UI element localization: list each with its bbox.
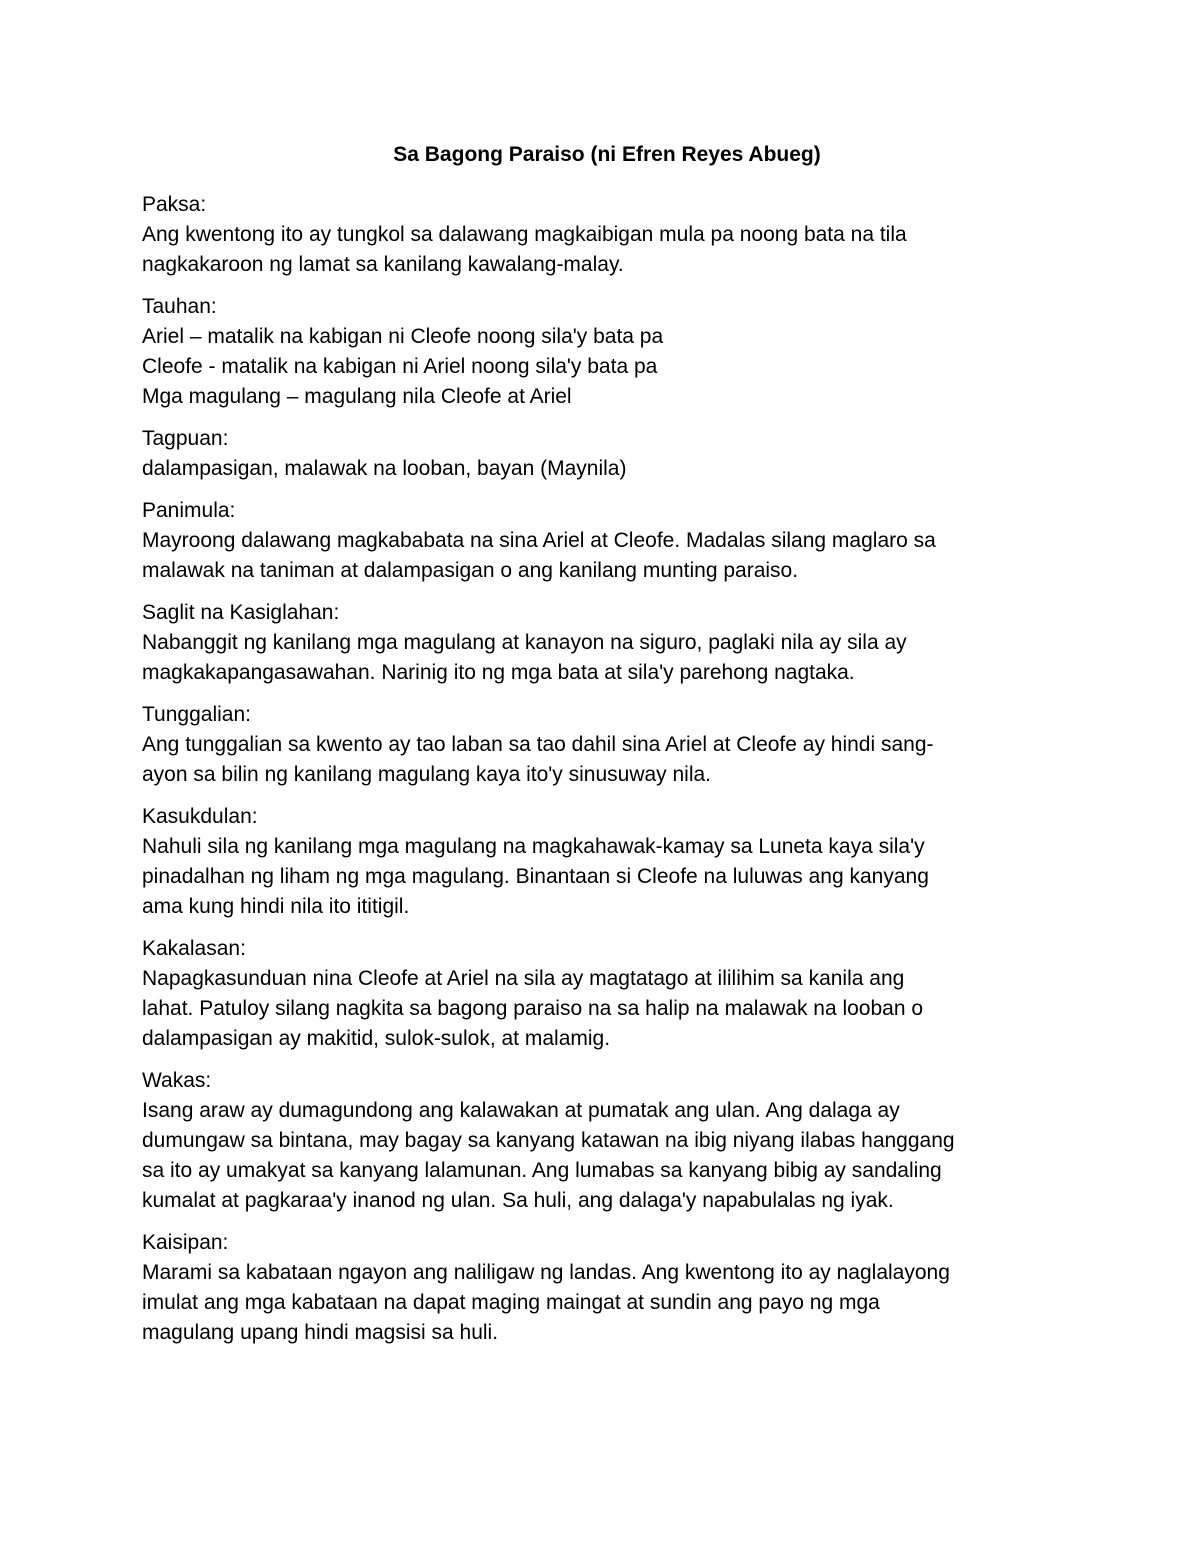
section-body bbox=[142, 628, 1072, 688]
body-line: dalampasigan ay makitid, sulok-sulok, at malamig. bbox=[142, 1027, 611, 1050]
body-line: sa ito ay umakyat sa kanyang lalamunan. Ang lumabas sa kanyang bibig ay sandaling bbox=[142, 1159, 942, 1182]
section-heading: Kasukdulan: bbox=[142, 805, 258, 828]
section-tagpuan bbox=[142, 424, 1072, 484]
section-kaisipan bbox=[142, 1228, 1072, 1348]
body-line: Mayroong dalawang magkababata na sina Ariel at Cleofe. Madalas silang maglaro sa bbox=[142, 529, 936, 552]
section-body bbox=[142, 526, 1072, 586]
body-line: imulat ang mga kabataan na dapat maging maingat at sundin ang payo ng mga bbox=[142, 1291, 880, 1314]
section-heading: Wakas: bbox=[142, 1069, 212, 1092]
section-saglit-na-kasiglahan bbox=[142, 598, 1072, 688]
body-line: magulang upang hindi magsisi sa huli. bbox=[142, 1321, 499, 1344]
section-heading: Kaisipan: bbox=[142, 1231, 229, 1254]
section-heading: Tagpuan: bbox=[142, 427, 229, 450]
section-kasukdulan bbox=[142, 802, 1072, 922]
section-panimula bbox=[142, 496, 1072, 586]
body-line: Cleofe - matalik na kabigan ni Ariel noong sila'y bata pa bbox=[142, 355, 658, 378]
body-line: Nahuli sila ng kanilang mga magulang na magkahawak-kamay sa Luneta kaya sila'y bbox=[142, 835, 925, 858]
section-heading: Saglit na Kasiglahan: bbox=[142, 601, 340, 624]
body-line: Ang tunggalian sa kwento ay tao laban sa tao dahil sina Ariel at Cleofe ay hindi sang- bbox=[142, 733, 934, 756]
body-line: Isang araw ay dumagundong ang kalawakan at pumatak ang ulan. Ang dalaga ay bbox=[142, 1099, 900, 1122]
section-body bbox=[142, 322, 1072, 412]
section-kakalasan bbox=[142, 934, 1072, 1054]
section-body bbox=[142, 1258, 1072, 1348]
section-heading: Tauhan: bbox=[142, 295, 217, 318]
body-line: dalampasigan, malawak na looban, bayan (Maynila) bbox=[142, 457, 627, 480]
section-heading: Paksa: bbox=[142, 193, 207, 216]
section-body bbox=[142, 454, 1072, 484]
section-heading: Kakalasan: bbox=[142, 937, 246, 960]
body-line: magkakapangasawahan. Narinig ito ng mga bata at sila'y parehong nagtaka. bbox=[142, 661, 855, 684]
body-line: ama kung hindi nila ito ititigil. bbox=[142, 895, 410, 918]
body-line: Marami sa kabataan ngayon ang naliligaw ng landas. Ang kwentong ito ay naglalayong bbox=[142, 1261, 950, 1284]
section-wakas bbox=[142, 1066, 1072, 1216]
section-body bbox=[142, 964, 1072, 1054]
body-line: dumungaw sa bintana, may bagay sa kanyang katawan na ibig niyang ilabas hanggang bbox=[142, 1129, 955, 1152]
body-line: ayon sa bilin ng kanilang magulang kaya ito'y sinusuway nila. bbox=[142, 763, 712, 786]
body-line: pinadalhan ng liham ng mga magulang. Binantaan si Cleofe na luluwas ang kanyang bbox=[142, 865, 929, 888]
section-body bbox=[142, 730, 1072, 790]
body-line: malawak na taniman at dalampasigan o ang kanilang munting paraiso. bbox=[142, 559, 799, 582]
document-page bbox=[142, 140, 1072, 1360]
body-line: Nabanggit ng kanilang mga magulang at kanayon na siguro, paglaki nila ay sila ay bbox=[142, 631, 907, 654]
section-heading: Tunggalian: bbox=[142, 703, 251, 726]
section-body bbox=[142, 832, 1072, 922]
body-line: lahat. Patuloy silang nagkita sa bagong paraiso na sa halip na malawak na looban o bbox=[142, 997, 924, 1020]
body-line: Ang kwentong ito ay tungkol sa dalawang magkaibigan mula pa noong bata na tila bbox=[142, 223, 907, 246]
body-line: kumalat at pagkaraa'y inanod ng ulan. Sa huli, ang dalaga'y napabulalas ng iyak. bbox=[142, 1189, 894, 1212]
section-paksa bbox=[142, 190, 1072, 280]
section-tauhan bbox=[142, 292, 1072, 412]
body-line: nagkakaroon ng lamat sa kanilang kawalang-malay. bbox=[142, 253, 624, 276]
body-line: Mga magulang – magulang nila Cleofe at Ariel bbox=[142, 385, 572, 408]
document-title: Sa Bagong Paraiso (ni Efren Reyes Abueg) bbox=[393, 143, 821, 166]
section-body bbox=[142, 220, 1072, 280]
section-heading: Panimula: bbox=[142, 499, 236, 522]
section-tunggalian bbox=[142, 700, 1072, 790]
section-body bbox=[142, 1096, 1072, 1216]
body-line: Ariel – matalik na kabigan ni Cleofe noong sila'y bata pa bbox=[142, 325, 664, 348]
body-line: Napagkasunduan nina Cleofe at Ariel na sila ay magtatago at ililihim sa kanila ang bbox=[142, 967, 905, 990]
